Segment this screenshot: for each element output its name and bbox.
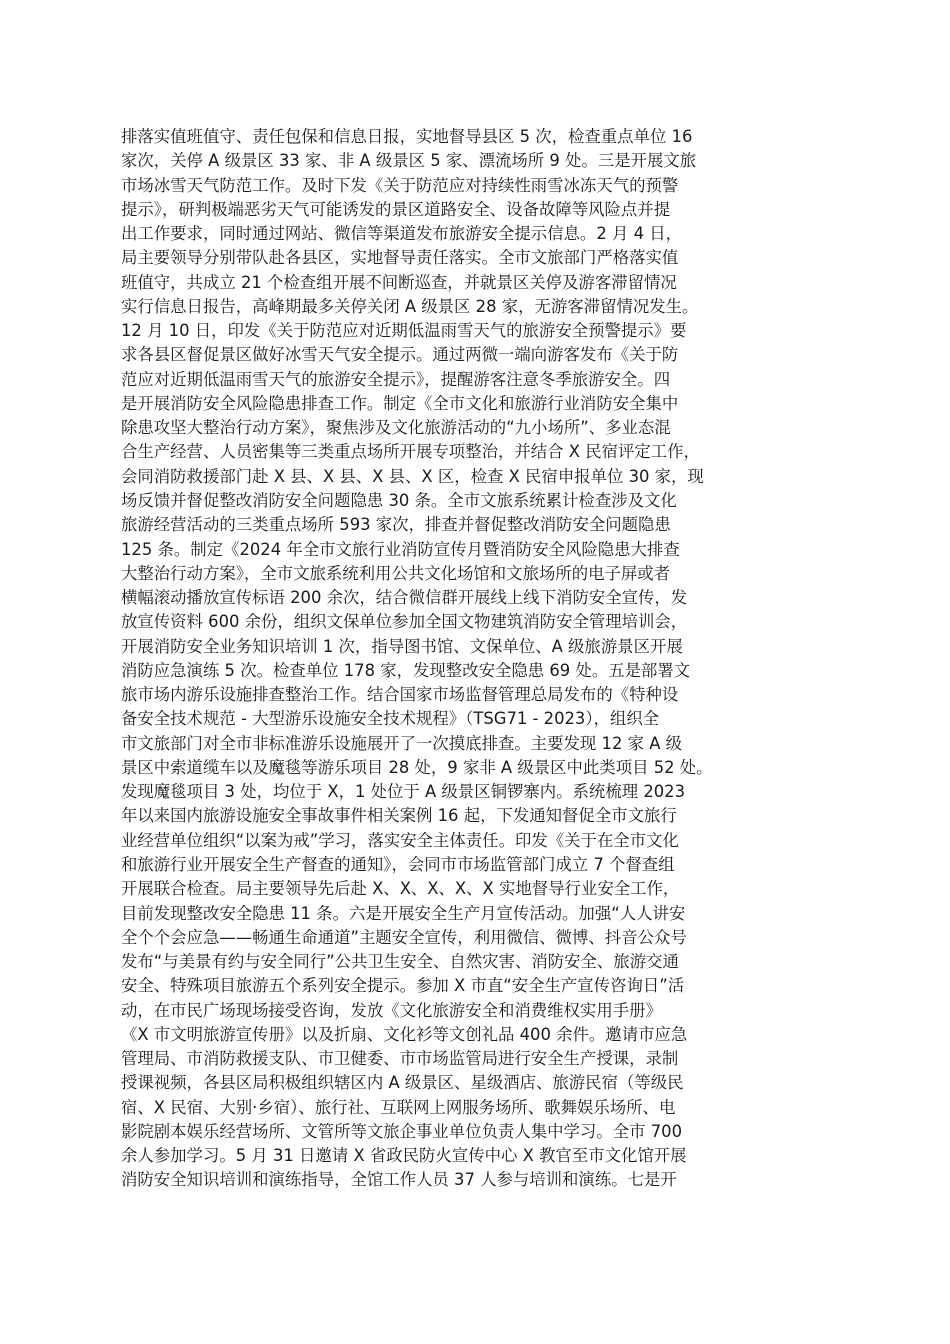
text-line: 125 条。制定《2024 年全市文旅行业消防宣传月暨消防安全风险隐患大排查 (121, 539, 680, 559)
text-line: 景区中索道缆车以及魔毯等游乐项目 28 处，9 家非 A 级景区中此类项目 52 处。 (121, 757, 713, 777)
text-line: 会同消防救援部门赴 X 县、X 县、X 县、X 区，检查 X 民宿申报单位 30 家，现 (121, 466, 704, 486)
text-line: 横幅滚动播放宣传标语 200 余次，结合微信群开展线上线下消防安全宣传，发 (121, 588, 688, 608)
text-line: 提示》，研判极端恶劣天气可能诱发的景区道路安全、设备故障等风险点并提 (121, 199, 671, 219)
text-line: 消防安全知识培训和演练指导，全馆工作人员 37 人参与培训和演练。七是开 (121, 1170, 677, 1190)
text-line: 班值守，共成立 21 个检查组开展不间断巡查，并就景区关停及游客滞留情况 (121, 272, 677, 292)
text-line: 除患攻坚大整治行动方案》，聚焦涉及文化旅游活动的“九小场所”、多业态混 (121, 418, 671, 438)
text-line: 管理局、市消防救援支队、市卫健委、市市场监管局进行安全生产授课，录制 (121, 1049, 679, 1069)
text-line: 备安全技术规范 - 大型游乐设施安全技术规程》（TSG71 - 2023），组织全 (121, 709, 660, 729)
text-line: 12 月 10 日，印发《关于防范应对近期低温雨雪天气的旅游安全预警提示》要 (121, 321, 687, 341)
text-line: 出工作要求，同时通过网站、微信等渠道发布旅游安全提示信息。2 月 4 日， (121, 224, 682, 244)
text-line: 排落实值班值守、责任包保和信息日报，实地督导县区 5 次，检查重点单位 16 (121, 127, 693, 146)
text-line: 范应对近期低温雨雪天气的旅游安全提示》，提醒游客注意冬季旅游安全。四 (121, 369, 671, 389)
text-line: 开展联合检查。局主要领导先后赴 X、X、X、X、X 实地督导行业安全工作， (121, 879, 680, 899)
text-line: 发布“与美景有约与安全同行”公共卫生安全、自然灾害、消防安全、旅游交通 (121, 952, 679, 972)
text-line: 旅游经营活动的三类重点场所 593 家次，排查并督促整改消防安全问题隐患 (121, 515, 671, 535)
text-line: 业经营单位组织“以案为戒”学习，落实安全主体责任。印发《关于在全市文化 (121, 830, 679, 850)
text-line: 《X 市文明旅游宣传册》以及折扇、文化衫等文创礼品 400 余件。邀请市应急 (121, 1024, 688, 1044)
text-line: 旅市场内游乐设施排查整治工作。结合国家市场监督管理总局发布的《特种设 (121, 685, 679, 705)
text-line: 市场冰雪天气防范工作。及时下发《关于防范应对持续性雨雪冰冻天气的预警 (121, 175, 679, 195)
text-line: 发现魔毯项目 3 处，均位于 X，1 处位于 A 级景区铜锣寨内。系统梳理 2023 (121, 782, 686, 802)
text-line: 局主要领导分别带队赴各县区，实地督导责任落实。全市文旅部门严格落实值 (121, 248, 679, 268)
text-line: 余人参加学习。5 月 31 日邀请 X 省政民防火宣传中心 X 教官至市文化馆开展 (121, 1146, 687, 1166)
text-line: 和旅游行业开展安全生产督查的通知》，会同市市场监管部门成立 7 个督查组 (121, 854, 675, 874)
text-line: 年以来国内旅游设施安全事故事件相关案例 16 起，下发通知督促全市文旅行 (121, 806, 677, 826)
body-paragraph (121, 125, 841, 1193)
text-line: 实行信息日报告，高峰期最多关停关闭 A 级景区 28 家，无游客滞留情况发生。 (121, 296, 699, 316)
text-line: 影院剧本娱乐经营场所、文管所等文旅企事业单位负责人集中学习。全市 700 (121, 1121, 682, 1141)
text-line: 市文旅部门对全市非标准游乐设施展开了一次摸底排查。主要发现 12 家 A 级 (121, 733, 683, 753)
text-line: 目前发现整改安全隐患 11 条。六是开展安全生产月宣传活动。加强“人人讲安 (121, 903, 686, 923)
text-line: 宿、X 民宿、大别·乡宿）、旅行社、互联网上网服务场所、歌舞娱乐场所、电 (121, 1097, 676, 1117)
text-line: 放宣传资料 600 余份，组织文保单位参加全国文物建筑消防安全管理培训会， (121, 612, 688, 632)
text-line: 场反馈并督促整改消防安全问题隐患 30 条。全市文旅系统累计检查涉及文化 (121, 490, 677, 510)
text-line: 家次，关停 A 级景区 33 家、非 A 级景区 5 家、漂流场所 9 处。三是开展文旅 (121, 151, 697, 171)
text-line: 大整治行动方案》，全市文旅系统利用公共文化场馆和文旅场所的电子屏或者 (121, 563, 671, 583)
text-line: 全个个会应急——畅通生命通道”主题安全宣传，利用微信、微博、抖音公众号 (121, 927, 687, 947)
text-line: 开展消防安全业务知识培训 1 次，指导图书馆、文保单位、A 级旅游景区开展 (121, 636, 683, 656)
text-line: 安全、特殊项目旅游五个系列安全提示。参加 X 市直“安全生产宣传咨询日”活 (121, 976, 685, 996)
text-line: 消防应急演练 5 次。检查单位 178 家，发现整改安全隐患 69 处。五是部署文 (121, 660, 691, 680)
text-line: 授课视频，各县区局积极组织辖区内 A 级景区、星级酒店、旅游民宿（等级民 (121, 1073, 684, 1093)
text-line: 合生产经营、人员密集等三类重点场所开展专项整治，并结合 X 民宿评定工作， (121, 442, 700, 462)
text-line: 动，在市民广场现场接受咨询，发放《文化旅游安全和消费维权实用手册》 (121, 1000, 662, 1020)
text-line: 求各县区督促景区做好冰雪天气安全提示。通过两微一端向游客发布《关于防 (121, 345, 679, 365)
text-line: 是开展消防安全风险隐患排查工作。制定《全市文化和旅游行业消防安全集中 (121, 393, 679, 413)
